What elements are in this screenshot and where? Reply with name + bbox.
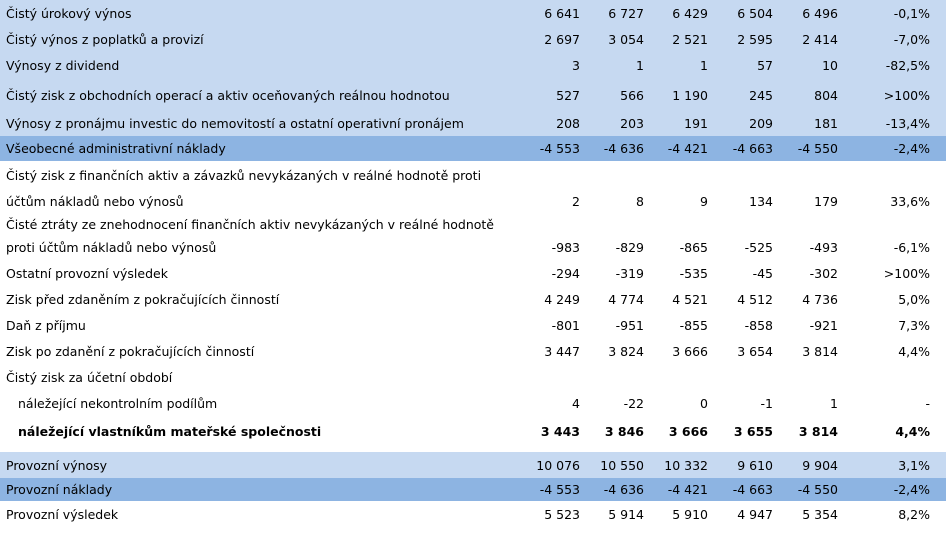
value-cell: >100% [883,265,930,281]
value-cell: 10 [822,58,838,73]
value-cell: -921 [809,317,838,333]
value-cell: 4,4% [898,343,930,359]
value-cell: -7,0% [893,32,930,47]
value-cell: -858 [744,317,773,333]
row-profit-after-tax [0,338,946,364]
row-label: Čistý výnos z poplatků a provizí [6,32,204,47]
value-cell: -45 [752,265,773,281]
value-cell: -4 550 [797,141,838,156]
value-cell: -22 [623,395,644,411]
row-label: Výnosy z pronájmu investic do nemovitostí a ostatní operativní pronájem [6,116,464,131]
value-cell: -4 636 [603,482,644,497]
value-cell: 3 443 [540,423,580,439]
value-cell: -493 [809,240,838,255]
row-operating-income [0,452,946,478]
value-cell: 527 [556,87,580,103]
value-cell: 6 727 [608,6,644,21]
row-net-profit-header [0,364,946,390]
row-label: Daň z příjmu [6,317,86,333]
value-cell: -829 [615,240,644,255]
value-cell: -4 663 [732,482,773,497]
value-cell: -82,5% [885,58,930,73]
row-rental-income [0,111,946,136]
value-cell: 804 [814,87,838,103]
value-cell: 9 904 [802,457,838,473]
value-cell: -4 553 [539,482,580,497]
value-cell: 209 [749,116,773,131]
row-net-fee-income [0,27,946,52]
value-cell: 3,1% [898,457,930,473]
row-profit-before-tax [0,286,946,312]
row-label: Ostatní provozní výsledek [6,265,168,281]
value-cell: 4 774 [608,291,644,307]
value-cell: 2 595 [737,32,773,47]
row-parent-owners [0,416,946,446]
value-cell: 3 [572,58,580,73]
value-cell: 1 190 [672,87,708,103]
value-cell: >100% [883,87,930,103]
value-cell: -6,1% [893,240,930,255]
value-cell: 191 [684,116,708,131]
value-cell: 3 054 [608,32,644,47]
row-label: Zisk před zdaněním z pokračujících činností [6,291,280,307]
value-cell: -302 [809,265,838,281]
value-cell: -2,4% [893,482,930,497]
row-label: Čistý zisk z obchodních operací a aktiv oceňovaných reálnou hodnotou [6,87,450,103]
value-cell: 9 [700,193,708,209]
value-cell: 3 654 [737,343,773,359]
value-cell: -2,4% [893,141,930,156]
value-cell: 57 [757,58,773,73]
value-cell: -4 550 [797,482,838,497]
value-cell: 4 521 [672,291,708,307]
value-cell: 33,6% [890,193,930,209]
value-cell: 10 332 [664,457,708,473]
value-cell: 4 512 [737,291,773,307]
value-cell: -951 [615,317,644,333]
value-cell: 3 824 [608,343,644,359]
value-cell: 5 910 [672,507,708,522]
value-cell: -525 [744,240,773,255]
value-cell: -13,4% [885,116,930,131]
value-cell: 245 [749,87,773,103]
value-cell: 4 [572,395,580,411]
row-operating-result [0,501,946,528]
value-cell: 3 447 [544,343,580,359]
value-cell: -4 421 [667,482,708,497]
row-label: náležející vlastníkům mateřské společnosti [18,423,322,439]
row-label: Čistý zisk z finančních aktiv a závazků nevykázaných v reálné hodnotě proti [6,167,482,183]
value-cell: 2 [572,193,580,209]
value-cell: 10 550 [600,457,644,473]
value-cell: -319 [615,265,644,281]
value-cell: 5,0% [898,291,930,307]
row-non-controlling [0,390,946,416]
row-label: Zisk po zdanění z pokračujících činností [6,343,255,359]
row-label: Čistý úrokový výnos [6,6,132,21]
value-cell: 6 641 [544,6,580,21]
row-income-tax [0,312,946,338]
value-cell: - [925,395,930,411]
value-cell: 5 914 [608,507,644,522]
value-cell: 2 697 [544,32,580,47]
value-cell: 4 947 [737,507,773,522]
value-cell: -4 421 [667,141,708,156]
value-cell: -983 [551,240,580,255]
row-operating-expenses [0,478,946,501]
row-trading-gain [0,79,946,111]
row-label: Provozní výnosy [6,457,108,473]
row-label: náležející nekontrolním podílům [18,395,218,411]
row-fin-assets-gain-line2 [0,189,946,213]
row-label: účtům nákladů nebo výnosů [6,193,184,209]
value-cell: 4 736 [802,291,838,307]
value-cell: 3 814 [802,343,838,359]
value-cell: -294 [551,265,580,281]
row-label: Čistý zisk za účetní období [6,369,173,385]
value-cell: 208 [556,116,580,131]
value-cell: 6 429 [672,6,708,21]
value-cell: 3 666 [672,343,708,359]
value-cell: 1 [636,58,644,73]
row-label: Provozní náklady [6,482,113,497]
value-cell: 10 076 [536,457,580,473]
row-label: proti účtům nákladů nebo výnosů [6,240,217,255]
value-cell: 3 666 [668,423,708,439]
value-cell: 0 [700,395,708,411]
value-cell: 181 [814,116,838,131]
value-cell: 1 [700,58,708,73]
value-cell: 6 504 [737,6,773,21]
value-cell: -801 [551,317,580,333]
value-cell: 134 [749,193,773,209]
row-impairment-line1 [0,213,946,235]
value-cell: 8,2% [898,507,930,522]
value-cell: 6 496 [802,6,838,21]
value-cell: 5 354 [802,507,838,522]
value-cell: -4 553 [539,141,580,156]
value-cell: 3 655 [733,423,773,439]
value-cell: 3 814 [798,423,838,439]
row-label: Čisté ztráty ze znehodnocení finančních aktiv nevykázaných v reálné hodnotě [6,216,494,232]
value-cell: 566 [620,87,644,103]
value-cell: -4 636 [603,141,644,156]
value-cell: 4,4% [895,423,930,439]
row-dividend-income [0,52,946,79]
value-cell: -1 [760,395,773,411]
value-cell: -865 [679,240,708,255]
value-cell: 203 [620,116,644,131]
value-cell: 179 [814,193,838,209]
row-fin-assets-gain-line1 [0,161,946,189]
value-cell: 5 523 [544,507,580,522]
row-net-interest-income [0,0,946,27]
value-cell: -855 [679,317,708,333]
value-cell: -0,1% [893,6,930,21]
row-label: Provozní výsledek [6,507,119,522]
value-cell: 8 [636,193,644,209]
value-cell: -4 663 [732,141,773,156]
value-cell: -535 [679,265,708,281]
value-cell: 4 249 [544,291,580,307]
row-label: Výnosy z dividend [6,58,120,73]
row-impairment-line2 [0,235,946,260]
value-cell: 9 610 [737,457,773,473]
value-cell: 2 414 [802,32,838,47]
value-cell: 3 846 [604,423,644,439]
value-cell: 2 521 [672,32,708,47]
row-other-operating-result [0,260,946,286]
row-admin-expenses [0,136,946,161]
value-cell: 7,3% [898,317,930,333]
value-cell: 1 [830,395,838,411]
row-label: Všeobecné administrativní náklady [6,141,226,156]
